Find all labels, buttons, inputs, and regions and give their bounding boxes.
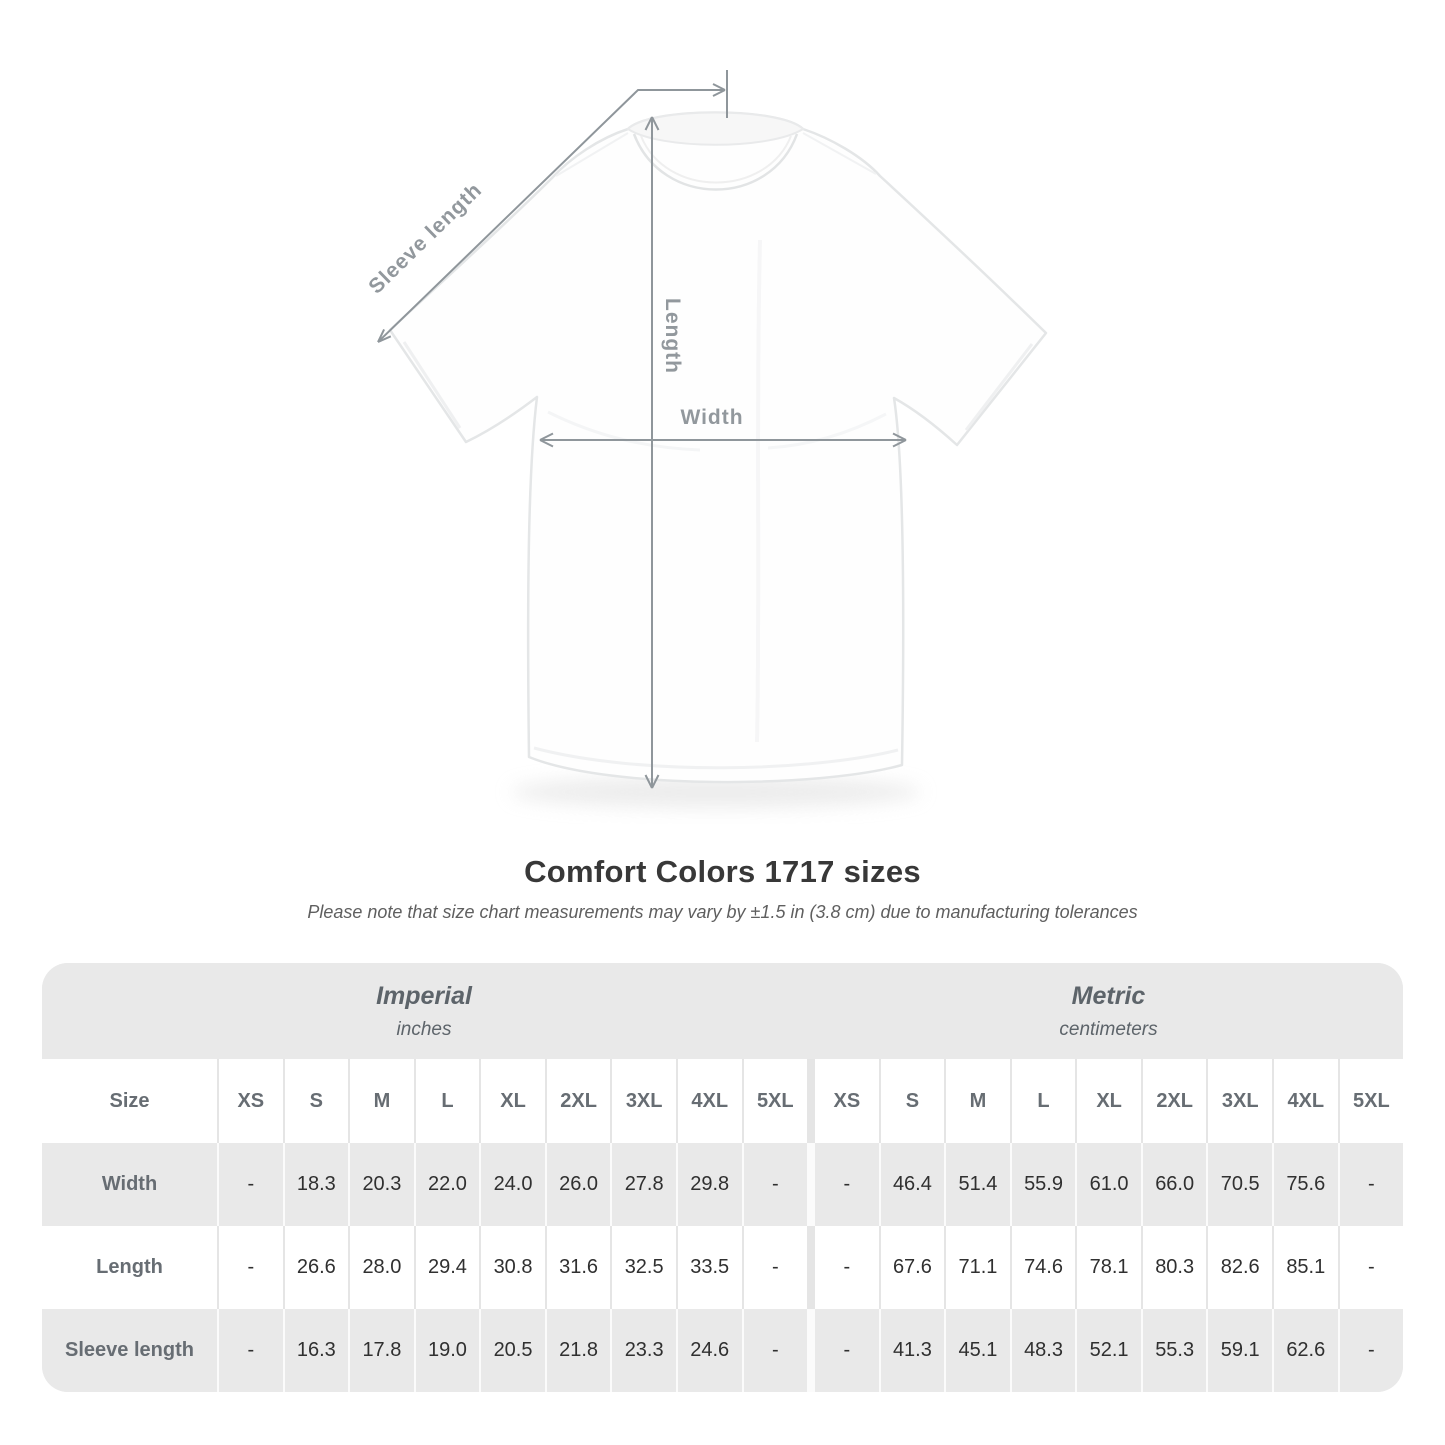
value-cell: 20.3 <box>348 1143 414 1226</box>
size-header-row <box>42 1059 1403 1143</box>
size-header-label: Size <box>109 1089 150 1112</box>
value-cell: - <box>1338 1143 1403 1226</box>
value-cell: 20.5 <box>479 1309 545 1392</box>
value-cell: - <box>1338 1226 1403 1309</box>
imperial-title: Imperial <box>376 981 472 1010</box>
size-col-header: XL <box>479 1059 545 1143</box>
value-cell: 23.3 <box>610 1309 676 1392</box>
sleeve-length-label: Sleeve length <box>364 178 487 299</box>
shirt-graphic <box>390 113 1046 783</box>
value-cell: - <box>843 1339 851 1361</box>
value-cell: 27.8 <box>610 1143 676 1226</box>
value-cell: 26.0 <box>545 1143 611 1226</box>
size-col-header: L <box>414 1059 480 1143</box>
size-col-header: XS <box>217 1059 283 1143</box>
size-col-header: S <box>879 1059 945 1143</box>
value-cell: 33.5 <box>676 1226 742 1309</box>
value-cell: 29.8 <box>676 1143 742 1226</box>
value-cell: 55.3 <box>1141 1309 1207 1392</box>
value-cell: 85.1 <box>1272 1226 1338 1309</box>
value-cell: 21.8 <box>545 1309 611 1392</box>
value-cell: 28.0 <box>348 1226 414 1309</box>
value-cell: 31.6 <box>545 1226 611 1309</box>
value-cell: - <box>742 1143 808 1226</box>
value-cell: - <box>1338 1309 1403 1392</box>
page-title: Comfort Colors 1717 sizes <box>524 854 921 889</box>
size-col-header: 4XL <box>1272 1059 1338 1143</box>
width-label: Width <box>680 406 744 429</box>
section-divider <box>807 1309 815 1392</box>
sleeve-length-row <box>42 1309 1403 1392</box>
row-label: Length <box>96 1256 163 1278</box>
value-cell: - <box>217 1309 283 1392</box>
size-table <box>42 963 1403 1392</box>
size-col-header: 4XL <box>676 1059 742 1143</box>
value-cell: 75.6 <box>1272 1143 1338 1226</box>
metric-header <box>814 963 1403 1059</box>
value-cell: 24.6 <box>676 1309 742 1392</box>
value-cell: 82.6 <box>1206 1226 1272 1309</box>
size-col-header: XL <box>1075 1059 1141 1143</box>
shirt-outline <box>390 113 1046 783</box>
length-row <box>42 1226 1403 1309</box>
value-cell: 67.6 <box>879 1226 945 1309</box>
value-cell: 41.3 <box>879 1309 945 1392</box>
size-col-header: S <box>283 1059 349 1143</box>
imperial-subtitle: inches <box>396 1018 452 1040</box>
size-col-header: L <box>1010 1059 1076 1143</box>
size-col-header: 2XL <box>545 1059 611 1143</box>
value-cell: 48.3 <box>1010 1309 1076 1392</box>
value-cell: 46.4 <box>879 1143 945 1226</box>
row-label: Sleeve length <box>65 1339 194 1361</box>
size-col-header: M <box>348 1059 414 1143</box>
value-cell: 26.6 <box>283 1226 349 1309</box>
width-row <box>42 1143 1403 1226</box>
value-cell: 29.4 <box>414 1226 480 1309</box>
size-col-header: 5XL <box>1338 1059 1403 1143</box>
value-cell: 30.8 <box>479 1226 545 1309</box>
value-cell: 32.5 <box>610 1226 676 1309</box>
value-cell: - <box>843 1256 851 1278</box>
value-cell: 17.8 <box>348 1309 414 1392</box>
tolerance-note: Please note that size chart measurements may vary by ±1.5 in (3.8 cm) due to manufacturing tolerances <box>307 902 1138 922</box>
size-col-header: 3XL <box>1206 1059 1272 1143</box>
value-cell: 59.1 <box>1206 1309 1272 1392</box>
size-col-header: 3XL <box>610 1059 676 1143</box>
value-cell: 45.1 <box>944 1309 1010 1392</box>
heading <box>0 854 1445 923</box>
metric-title: Metric <box>1071 981 1146 1010</box>
metric-subtitle: centimeters <box>1059 1018 1158 1040</box>
value-cell: 62.6 <box>1272 1309 1338 1392</box>
value-cell: 19.0 <box>414 1309 480 1392</box>
value-cell: 66.0 <box>1141 1143 1207 1226</box>
value-cell: 74.6 <box>1010 1226 1076 1309</box>
value-cell: - <box>742 1309 808 1392</box>
value-cell: 22.0 <box>414 1143 480 1226</box>
body-crease <box>757 240 760 742</box>
value-cell: 61.0 <box>1075 1143 1141 1226</box>
value-cell: - <box>742 1226 808 1309</box>
unit-header-row <box>42 963 1403 1059</box>
value-cell: 80.3 <box>1141 1226 1207 1309</box>
section-divider <box>807 1143 815 1226</box>
value-cell: - <box>217 1226 283 1309</box>
value-cell: 16.3 <box>283 1309 349 1392</box>
value-cell: 18.3 <box>283 1143 349 1226</box>
section-divider <box>807 1059 815 1143</box>
size-col-header: 5XL <box>742 1059 808 1143</box>
size-col-header: M <box>944 1059 1010 1143</box>
section-gap <box>806 963 814 1059</box>
imperial-header <box>42 963 806 1059</box>
value-cell: 71.1 <box>944 1226 1010 1309</box>
value-cell: 52.1 <box>1075 1309 1141 1392</box>
value-cell: 70.5 <box>1206 1143 1272 1226</box>
value-cell: - <box>843 1173 851 1195</box>
value-cell: 55.9 <box>1010 1143 1076 1226</box>
section-divider <box>807 1226 815 1309</box>
row-label: Width <box>101 1173 158 1195</box>
value-cell: 51.4 <box>944 1143 1010 1226</box>
value-cell: 78.1 <box>1075 1226 1141 1309</box>
size-col-header: 2XL <box>1141 1059 1207 1143</box>
size-col-header: XS <box>833 1089 861 1112</box>
length-label: Length <box>661 298 684 374</box>
value-cell: - <box>217 1143 283 1226</box>
value-cell: 24.0 <box>479 1143 545 1226</box>
